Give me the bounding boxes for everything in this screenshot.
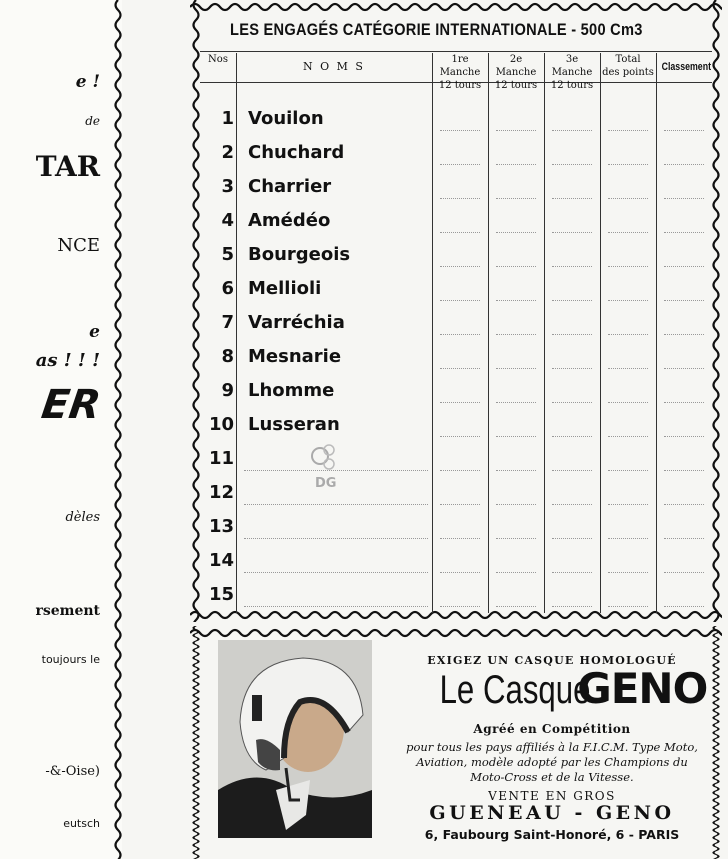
ad-desc-2: Aviation, modèle adopté par les Champions du [416, 755, 688, 769]
ad-company: GUENEAU - GENO [429, 802, 675, 824]
score-blank-line [552, 266, 592, 267]
ad-headline: EXIGEZ UN CASQUE HOMOLOGUÉ [427, 654, 677, 667]
ad-desc-1: pour tous les pays affiliés à la F.I.C.M. Type Moto, [406, 740, 698, 754]
rider-number: 6 [221, 278, 234, 299]
score-blank-line [664, 572, 704, 573]
score-blank-line [608, 266, 648, 267]
ad-wavy-border-top [190, 626, 722, 640]
score-blank-line [440, 572, 480, 573]
score-blank-line [664, 300, 704, 301]
total-label: Total [615, 54, 641, 65]
score-blank-line [552, 606, 592, 607]
score-blank-line [440, 164, 480, 165]
left-page-fragment [0, 0, 122, 859]
score-blank-line [496, 606, 536, 607]
score-blank-line [440, 334, 480, 335]
col-divider-noms [432, 53, 433, 613]
score-blank-line [496, 538, 536, 539]
manche-3-tours: 12 tours [550, 80, 594, 91]
score-blank-line [496, 334, 536, 335]
score-blank-line [608, 232, 648, 233]
total-label-2: des points [602, 67, 654, 78]
score-blank-line [552, 300, 592, 301]
score-blank-line [496, 402, 536, 403]
rider-name: Chuchard [248, 142, 345, 163]
rider-number: 9 [221, 380, 234, 401]
fragment-9: rsement [35, 603, 100, 619]
header-manche-1 [432, 53, 488, 92]
name-blank-line [244, 504, 428, 505]
rider-name: Charrier [248, 176, 332, 197]
score-blank-line [664, 504, 704, 505]
score-blank-line [664, 470, 704, 471]
rider-number: 2 [221, 142, 234, 163]
score-blank-line [440, 538, 480, 539]
manche-3-label: 3e Manche [551, 54, 593, 78]
rider-number: 8 [221, 346, 234, 367]
ad-address: 6, Faubourg Saint-Honoré, 6 - PARIS [424, 827, 680, 842]
rider-name: Lusseran [248, 414, 340, 435]
header-top-rule [200, 51, 712, 52]
fragment-10: toujours le [41, 653, 100, 666]
rider-number: 12 [208, 482, 234, 503]
wavy-border-left [112, 0, 124, 859]
score-blank-line [552, 402, 592, 403]
fragment-5: e [89, 322, 100, 342]
score-blank-line [552, 504, 592, 505]
score-blank-line [496, 164, 536, 165]
score-blank-line [552, 232, 592, 233]
rider-name: Vouilon [248, 108, 324, 129]
rider-name: Amédéo [248, 210, 331, 231]
score-blank-line [552, 572, 592, 573]
rider-number: 1 [221, 108, 234, 129]
rider-number: 3 [221, 176, 234, 197]
score-blank-line [440, 606, 480, 607]
score-blank-line [440, 402, 480, 403]
watermark-logo [307, 440, 339, 492]
score-blank-line [496, 368, 536, 369]
manche-1-tours: 12 tours [438, 80, 482, 91]
score-blank-line [608, 130, 648, 131]
manche-2-label: 2e Manche [495, 54, 537, 78]
header-no: Nos [208, 54, 228, 65]
header-classement: Classement [661, 61, 712, 73]
score-blank-line [552, 334, 592, 335]
name-blank-line [244, 606, 428, 607]
score-blank-line [440, 300, 480, 301]
col-divider-no [236, 53, 237, 613]
header-manche-3 [544, 53, 600, 92]
score-blank-line [608, 504, 648, 505]
rider-name: Mesnarie [248, 346, 342, 367]
score-blank-line [440, 470, 480, 471]
score-blank-line [440, 266, 480, 267]
header-noms: N O M S [303, 60, 365, 73]
score-blank-line [496, 266, 536, 267]
ad-agree: Agréé en Compétition [473, 722, 631, 736]
score-blank-line [552, 164, 592, 165]
fragment-11: -&-Oise) [45, 764, 100, 779]
ad-wavy-border-left [190, 626, 202, 859]
score-blank-line [664, 368, 704, 369]
score-blank-line [608, 436, 648, 437]
score-blank-line [608, 164, 648, 165]
score-blank-line [608, 368, 648, 369]
fragment-8: dèles [65, 510, 100, 525]
manche-1-label: 1re Manche [439, 54, 481, 78]
score-blank-line [440, 232, 480, 233]
rider-number: 10 [208, 414, 234, 435]
table-title: LES ENGAGÉS CATÉGORIE INTERNATIONALE - 500 Cm3 [230, 20, 643, 39]
col-divider-total [656, 53, 657, 613]
score-blank-line [440, 504, 480, 505]
rider-name: Varréchia [248, 312, 345, 333]
fragment-4: NCE [57, 235, 100, 256]
score-blank-line [552, 198, 592, 199]
fragment-3: TAR [35, 150, 100, 183]
name-blank-line [244, 538, 428, 539]
header-total [600, 53, 656, 79]
wavy-border-table-right [710, 0, 722, 622]
score-blank-line [664, 538, 704, 539]
score-blank-line [664, 164, 704, 165]
score-blank-line [496, 232, 536, 233]
rider-number: 11 [208, 448, 234, 469]
helmet-rider-image [218, 640, 372, 838]
score-blank-line [496, 130, 536, 131]
fragment-2: de [85, 114, 100, 128]
score-blank-line [496, 198, 536, 199]
helmet-photo [218, 640, 372, 838]
score-blank-line [496, 436, 536, 437]
score-blank-line [608, 470, 648, 471]
score-blank-line [608, 606, 648, 607]
rider-number: 15 [208, 584, 234, 605]
score-blank-line [664, 266, 704, 267]
name-blank-line [244, 572, 428, 573]
ad-brand-line [388, 664, 716, 720]
score-blank-line [496, 504, 536, 505]
rider-head-icon [307, 440, 339, 476]
score-blank-line [552, 130, 592, 131]
col-divider-m2 [544, 53, 545, 613]
score-blank-line [440, 130, 480, 131]
score-blank-line [608, 300, 648, 301]
score-blank-line [608, 198, 648, 199]
score-blank-line [664, 334, 704, 335]
score-blank-line [440, 436, 480, 437]
rider-number: 4 [221, 210, 234, 231]
ad-desc-3: Moto-Cross et de la Vitesse. [470, 770, 634, 784]
col-divider-m3 [600, 53, 601, 613]
score-blank-line [552, 470, 592, 471]
score-blank-line [496, 300, 536, 301]
score-blank-line [440, 198, 480, 199]
score-blank-line [608, 572, 648, 573]
manche-2-tours: 12 tours [494, 80, 538, 91]
score-blank-line [608, 334, 648, 335]
entry-table [190, 0, 722, 622]
score-blank-line [440, 368, 480, 369]
wavy-border-table-left [190, 0, 202, 622]
fragment-7: ER [38, 382, 104, 428]
rider-name: Bourgeois [248, 244, 351, 265]
score-blank-line [496, 470, 536, 471]
ad-vente: VENTE EN GROS [488, 789, 616, 803]
rider-number: 13 [208, 516, 234, 537]
rider-number: 5 [221, 244, 234, 265]
score-blank-line [608, 538, 648, 539]
score-blank-line [664, 232, 704, 233]
wavy-border-bottom [190, 608, 722, 622]
wavy-border-top [190, 0, 722, 14]
brand-name: GENO [577, 664, 708, 713]
fragment-12: eutsch [63, 817, 100, 830]
brand-prefix: Le Casque [439, 668, 591, 712]
score-blank-line [608, 402, 648, 403]
score-blank-line [552, 436, 592, 437]
rider-name: Mellioli [248, 278, 322, 299]
score-blank-line [496, 572, 536, 573]
rider-number: 14 [208, 550, 234, 571]
watermark-text: DG [315, 476, 337, 491]
score-blank-line [664, 130, 704, 131]
score-blank-line [552, 368, 592, 369]
fragment-1: e ! [75, 72, 100, 92]
score-blank-line [664, 402, 704, 403]
rider-number: 7 [221, 312, 234, 333]
col-divider-m1 [488, 53, 489, 613]
score-blank-line [664, 436, 704, 437]
score-blank-line [664, 606, 704, 607]
score-blank-line [664, 198, 704, 199]
score-blank-line [552, 538, 592, 539]
header-manche-2 [488, 53, 544, 92]
rider-name: Lhomme [248, 380, 335, 401]
fragment-6: as ! ! ! [35, 350, 100, 371]
